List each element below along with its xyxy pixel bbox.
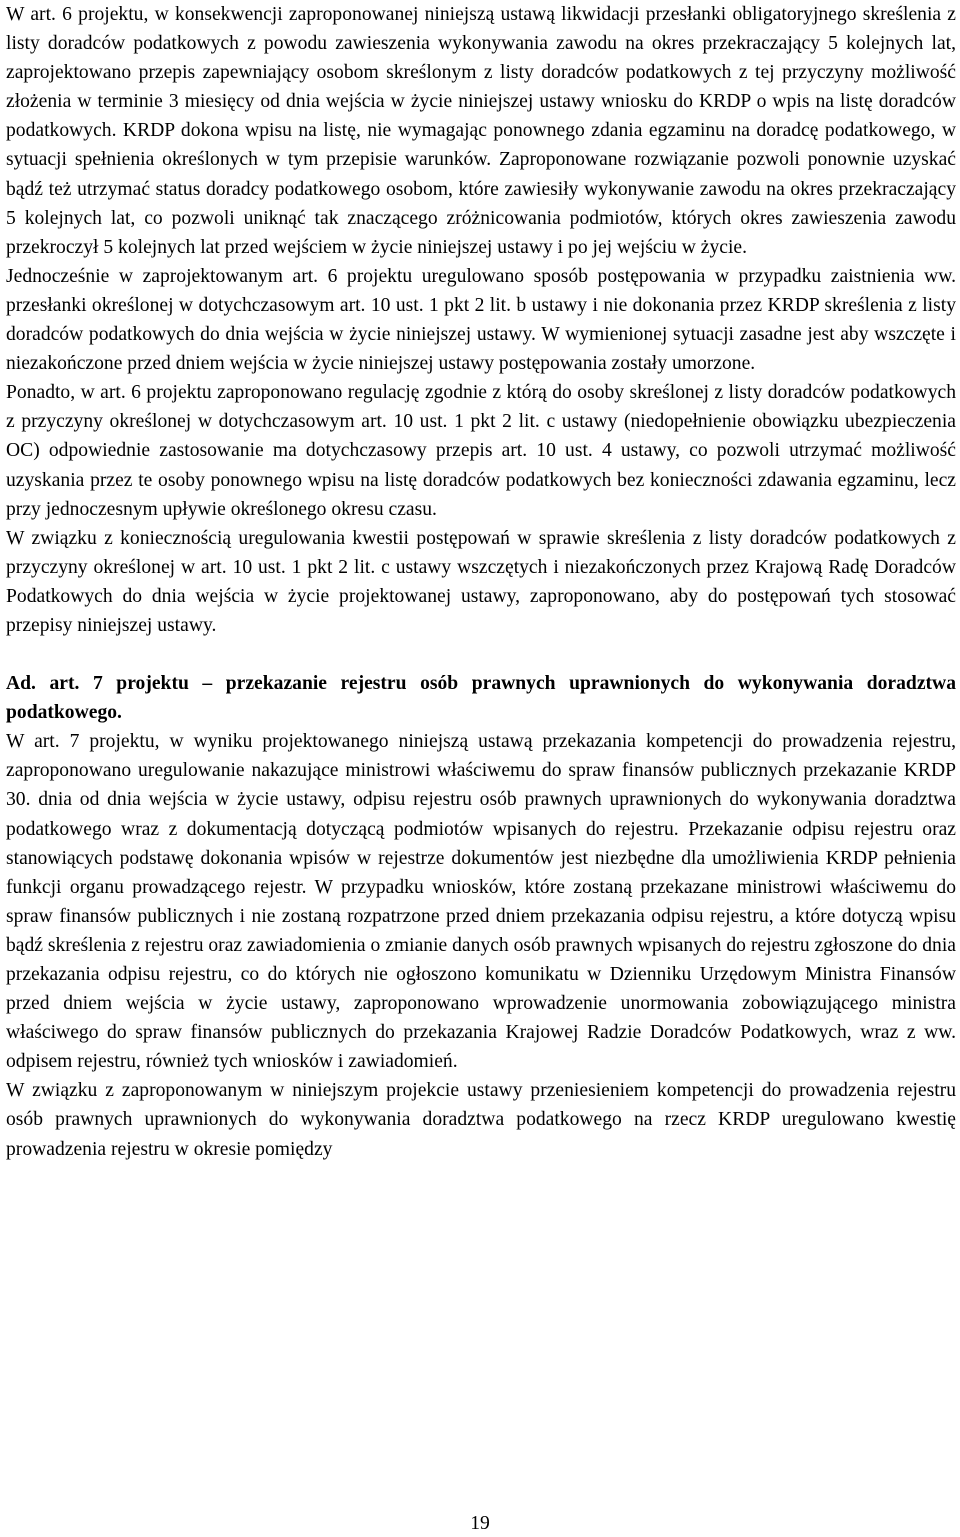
paragraph-art6-procedure: Jednocześnie w zaprojektowanym art. 6 projektu uregulowano sposób postępowania w przypadku zaistnienia ww. przesłanki określonej w dotychczasowym art. 10 ust. 1 pkt 2 lit. b ustawy i nie dokonania przez KRDP skreślenia z listy doradców podatkowych do dnia wejścia w życie niniejszej ustawy. W wymienionej sytuacji zasadne jest aby wszczęte i niezakończone przed dniem wejścia w życie niniejszej ustawy postępowania zostały umorzone. bbox=[6, 265, 956, 375]
paragraph-art6-intro: W art. 6 projektu, w konsekwencji zaproponowanej niniejszą ustawą likwidacji przesłanki obligatoryjnego skreślenia z listy doradców podatkowych z powodu zawieszenia wykonywania zawodu na okres przekraczający 5 kolejnych lat, zaprojektowano przepis zapewniający osobom skreślonym z listy doradców podatkowych z tej przyczyny możliwość złożenia w terminie 3 miesięcy od dnia wejścia w życie niniejszej ustawy wniosku do KRDP o wpis na listę doradców podatkowych. KRDP dokona wpisu na listę, nie wymagając ponownego zdania egzaminu na doradcę podatkowego, w sytuacji spełnienia określonych w tym przepisie warunków. Zaproponowane rozwiązanie pozwoli ponownie uzyskać bądź też utrzymać status doradcy podatkowego osobom, które zawiesiły wykonywanie zawodu na okres przekraczający 5 kolejnych lat, co pozwoli uniknąć tak znaczącego zróżnicowania podmiotów, których okres zawieszenia zawodu przekroczył 5 kolejnych lat przed wejściem w życie niniejszej ustawy i po jej wejściu w życie. bbox=[6, 4, 956, 258]
section-heading-art7: Ad. art. 7 projektu – przekazanie rejestru osób prawnych uprawnionych do wykonywania doradztwa podatkowego. bbox=[6, 673, 956, 724]
paragraph-art6-pending: W związku z koniecznością uregulowania kwestii postępowań w sprawie skreślenia z listy doradców podatkowych z przyczyny określonej w art. 10 ust. 1 pkt 2 lit. c ustawy wszczętych i niezakończonych przez Krajową Radę Doradców Podatkowych do dnia wejścia w życie projektowanej ustawy, zaproponowano, aby do postępowań tych stosować przepisy niniejszej ustawy. bbox=[6, 527, 956, 636]
paragraph-art7-competence: W związku z zaproponowanym w niniejszym projekcie ustawy przeniesieniem kompetencji do prowadzenia rejestru osób prawnych uprawnionych do wykonywania doradztwa podatkowego na rzecz KRDP uregulowano kwestię prowadzenia rejestru w okresie pomiędzy bbox=[6, 1080, 956, 1160]
document-page bbox=[6, 0, 956, 1164]
page-number: 19 bbox=[470, 1513, 490, 1534]
paragraph-art7-transfer: W art. 7 projektu, w wyniku projektowanego niniejszą ustawą przekazania kompetencji do prowadzenia rejestru, zaproponowano uregulowanie nakazujące ministrowi właściwemu do spraw finansów publicznych przekazanie KRDP 30. dnia od dnia wejścia w życie ustawy, odpisu rejestru osób prawnych uprawnionych do wykonywania doradztwa podatkowego wraz z dokumentacją dotyczącą podmiotów wpisanych do rejestru. Przekazanie odpisu rejestru oraz stanowiących podstawę dokonania wpisów w rejestrze dokumentów jest niezbędne dla umożliwienia KRDP pełnienia funkcji organu prowadzącego rejestr. W przypadku wniosków, które zostaną przekazane ministrowi właściwemu do spraw finansów publicznych i nie zostaną rozpatrzone przed dniem przekazania odpisu rejestru, a które dotyczą wpisu bądź skreślenia z rejestru oraz zawiadomienia o zmianie danych osób prawnych wpisanych do rejestru zgłoszone do dnia przekazania odpisu rejestru, co do których nie ogłoszono komunikatu w Dzienniku Urzędowym Ministra Finansów przed dniem wejścia w życie ustawy, zaproponowano wprowadzenie unormowania zobowiązującego ministra właściwego do spraw finansów publicznych do przekazania Krajowej Radzie Doradców Podatkowych, wraz z ww. odpisem rejestru, również tych wniosków i zawiadomień. bbox=[6, 731, 956, 1073]
paragraph-art6-insurance: Ponadto, w art. 6 projektu zaproponowano regulację zgodnie z którą do osoby skreślonej z listy doradców podatkowych z przyczyny określonej w dotychczasowym art. 10 ust. 1 pkt 2 lit. c ustawy (niedopełnienie obowiązku ubezpieczenia OC) odpowiednie zastosowanie ma dotychczasowy przepis art. 10 ust. 4 ustawy, co pozwoli utrzymać możliwość uzyskania przez te osoby ponownego wpisu na listę doradców podatkowych bez konieczności zdawania egzaminu, lecz przy jednoczesnym upływie określonego okresu czasu. bbox=[6, 382, 956, 520]
paragraph-spacer bbox=[6, 640, 956, 669]
